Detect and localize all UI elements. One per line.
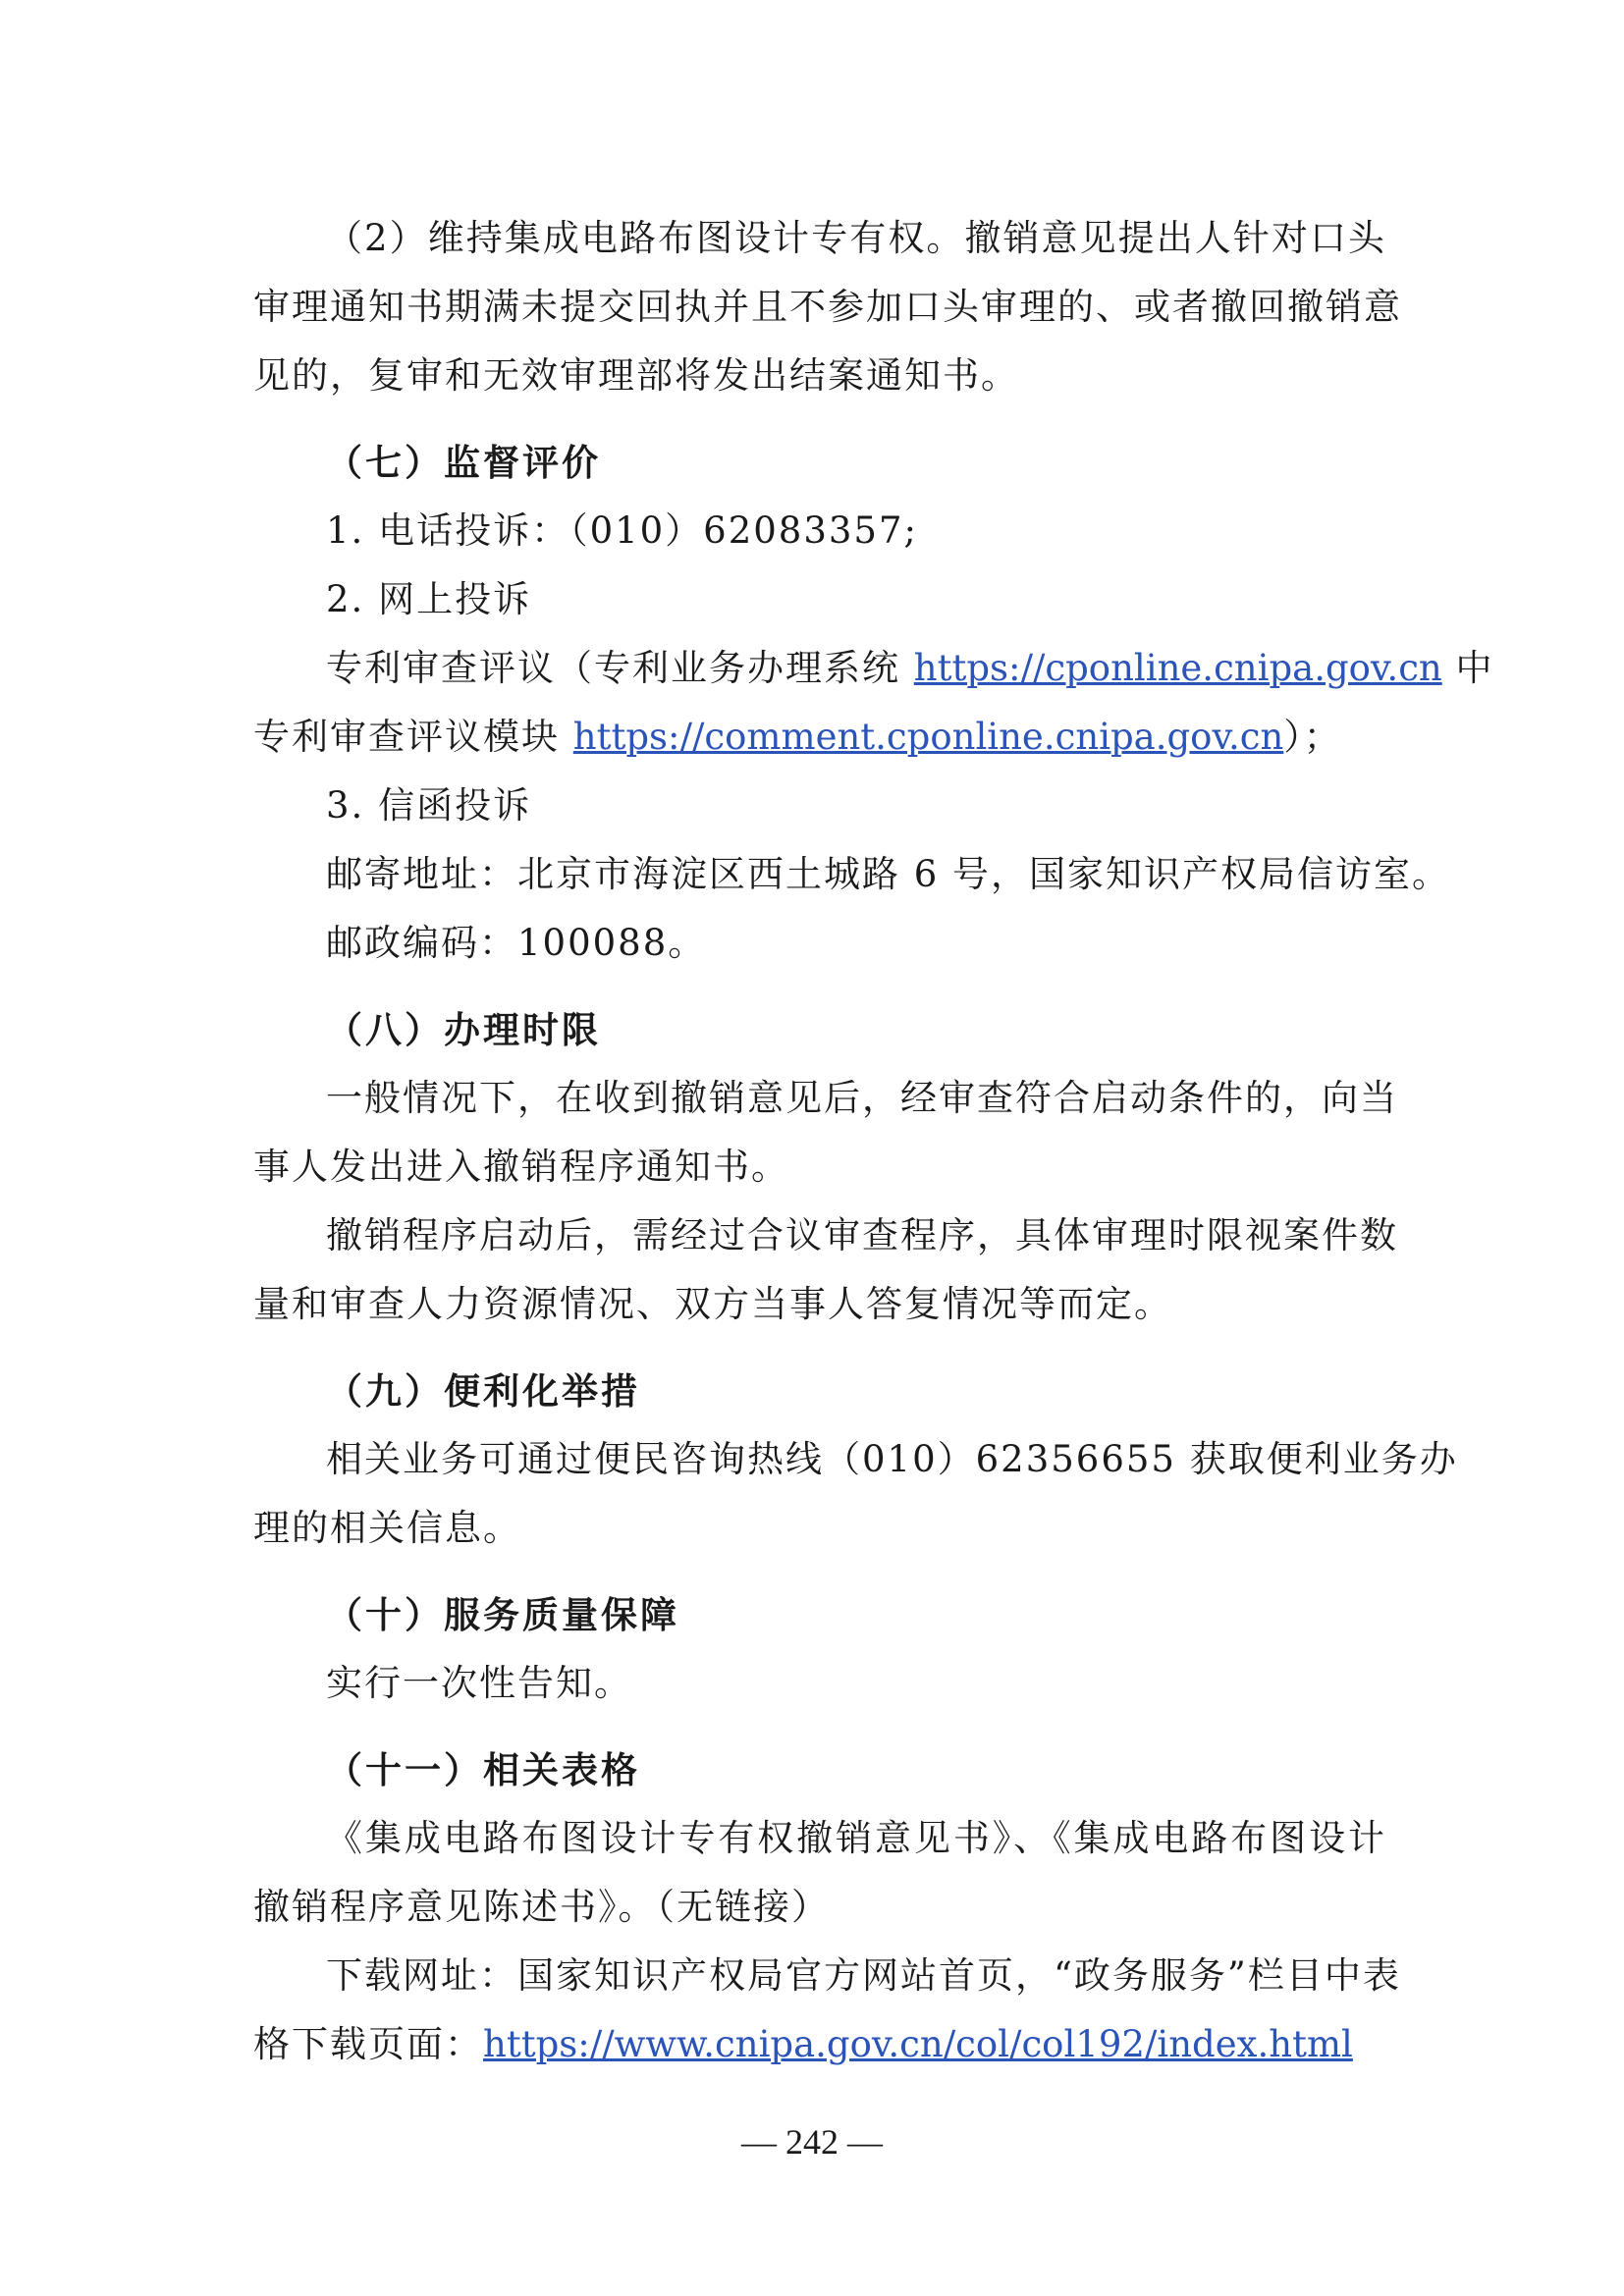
- download-paragraph-line-1: 下载网址：国家知识产权局官方网站首页，“政务服务”栏目中表: [326, 1954, 1401, 1997]
- time-limit-paragraph-1-line-2: 事人发出进入撤销程序通知书。: [253, 1146, 789, 1188]
- online-complaint-mid: 中: [1441, 647, 1494, 689]
- online-complaint-item: 2. 网上投诉: [326, 578, 532, 620]
- letter-complaint-item: 3. 信函投诉: [326, 784, 532, 827]
- section-10-heading: （十）服务质量保障: [326, 1593, 679, 1636]
- maintain-paragraph-line-3: 见的，复审和无效审理部将发出结案通知书。: [253, 354, 1019, 397]
- convenience-paragraph-line-2: 理的相关信息。: [253, 1507, 521, 1549]
- forms-paragraph-line-2: 撤销程序意见陈述书》。（无链接）: [253, 1886, 830, 1928]
- page-number: — 242 —: [741, 2122, 883, 2162]
- download-paragraph-line-2: [253, 2010, 1386, 2079]
- postal-code: 邮政编码：100088。: [326, 922, 707, 964]
- download-prefix: 格下载页面：: [253, 2023, 483, 2065]
- forms-paragraph-line-1: 《集成电路布图设计专有权撤销意见书》、《集成电路布图设计: [326, 1817, 1386, 1859]
- comment-cponline-link[interactable]: https://comment.cponline.cnipa.gov.cn: [572, 716, 1284, 758]
- online-complaint-line-1: [253, 634, 1494, 703]
- maintain-paragraph-line-2: 审理通知书期满未提交回执并且不参加口头审理的、或者撤回撤销意: [253, 286, 1402, 328]
- section-11-heading: （十一）相关表格: [326, 1748, 640, 1791]
- section-8-heading: （八）办理时限: [326, 1008, 601, 1051]
- time-limit-paragraph-2-line-2: 量和审查人力资源情况、双方当事人答复情况等而定。: [253, 1283, 1172, 1325]
- forms-download-link[interactable]: https://www.cnipa.gov.cn/col/col192/index.html: [483, 2023, 1353, 2065]
- phone-complaint-item: 1. 电话投诉：（010）62083357;: [326, 509, 918, 552]
- online-complaint-line-2: [253, 703, 1386, 772]
- quality-guarantee-text: 实行一次性告知。: [326, 1662, 632, 1704]
- mailing-address: 邮寄地址：北京市海淀区西土城路 6 号，国家知识产权局信访室。: [326, 853, 1451, 895]
- convenience-paragraph-line-1: 相关业务可通过便民咨询热线（010）62356655 获取便利业务办: [326, 1438, 1458, 1480]
- comment-module-suffix: ）；: [1283, 716, 1342, 758]
- document-body: [253, 204, 1494, 2079]
- maintain-paragraph-line-1: （2）维持集成电路布图设计专有权。撤销意见提出人针对口头: [326, 217, 1386, 259]
- section-7-heading: （七）监督评价: [326, 441, 601, 484]
- online-complaint-prefix: 专利审查评议（专利业务办理系统: [326, 647, 914, 689]
- comment-module-prefix: 专利审查评议模块: [253, 716, 573, 758]
- cponline-link[interactable]: https://cponline.cnipa.gov.cn: [913, 647, 1442, 689]
- time-limit-paragraph-2-line-1: 撤销程序启动后，需经过合议审查程序，具体审理时限视案件数: [326, 1214, 1398, 1256]
- section-9-heading: （九）便利化举措: [326, 1369, 640, 1413]
- time-limit-paragraph-1-line-1: 一般情况下，在收到撤销意见后，经审查符合启动条件的，向当: [326, 1077, 1398, 1119]
